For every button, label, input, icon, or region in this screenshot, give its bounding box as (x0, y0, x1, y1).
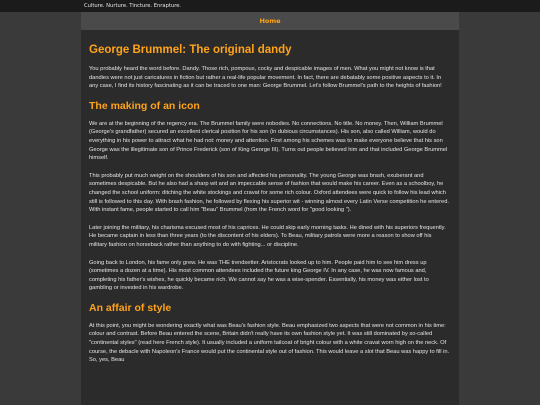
nav-home-link[interactable]: Home (259, 17, 281, 25)
site-tagline: Culture. Nurture. Tincture. Enrapture. (84, 3, 182, 9)
paragraph: Going back to London, his fame only grew. He was THE trendsetter. Aristocrats looked up to him. People paid him to see him dress up (sometimes a dozen at a time). His most common attendees included the future king George IV. In any case, he was now famous and, completing his father's wishes, he quickly became rich. We cannot say he was a wise-spender. Essentially, his money was either lost to gambling or invested in his wardrobe. (89, 259, 429, 292)
section-heading-affair-of-style: An affair of style (89, 301, 172, 314)
article-title: George Brummel: The original dandy (89, 44, 292, 56)
paragraph: Later joining the military, his charisma excused most of his caprices. He could skip early morning tasks. He dined with his superiors frequently. He became captain in less than three years (to the discontent of his elders). To Beau, military patrols were more a reason to show off his military fashion on horseback rather than anything to do with fighting... or discipline. (89, 224, 446, 248)
paragraph: We are at the beginning of the regency era. The Brummel family were nobodies. No connections. No title. No money. Then, William Brummel (George's grandfather) secured an excellent clerical position for his son (in dubious circumstances). His son, also called William, would do everything in his power to attract what he had not: money and attention. First among his schemes was to make everyone believe that his son George was the illegitimate son of Prince Frederick (son of King George III). Turns out people believed him and that included George Brummel himself. (89, 120, 448, 162)
nav-bar (81, 12, 459, 30)
article-intro: You probably heard the word before. Dandy. Those rich, pompous, cocky and despicable images of men. What you might not know is that dandies were not just caricatures in fiction but rather a real-life popular movement. In fact, there are debatably some positive aspects to it. In any case, I find its history fascinating as it can be traced to one man: George Brummel. Let's follow Brummel's path to the heights of fashion! (89, 66, 442, 90)
top-bar (0, 0, 540, 12)
main-content (81, 30, 459, 405)
section-heading-making-of-icon: The making of an icon (89, 99, 200, 112)
paragraph: At this point, you might be wondering exactly what was Beau's fashion style. Beau emphasized two aspects that were not common in his time: colour and contrast. Before Beau entered the scene, Britain didn't really have its own fashion style yet. It was still dominated by so-called "continental styles" (read here French style). It usually included a uniform tailcoat of bright colour with a white cravat worn high on the neck. Of course, the debacle with Napoleon's France would put the continental style out of fashion. This would leave a slot that Beau was happy to fill in. So, yes, Beau (89, 322, 450, 364)
article (81, 30, 459, 365)
paragraph: This probably put much weight on the shoulders of his son and affected his personality. The young George was brash, exuberant and sometimes despicable. But he also had a sharp wit and an impeccable sense of fashion that would make his career. Even as a schoolboy, he changed the school uniform: ditching the white stockings and cravat for some rich colour. Oxford attendees were quick to follow his lead which still is followed to this day. With brash fashion, he followed by flexing his superior wit - winning almost every Latin Verse competition he entered. With instant fame, people started to call him "Beau" Brummel (from the French word for "good looking "). (89, 172, 449, 214)
